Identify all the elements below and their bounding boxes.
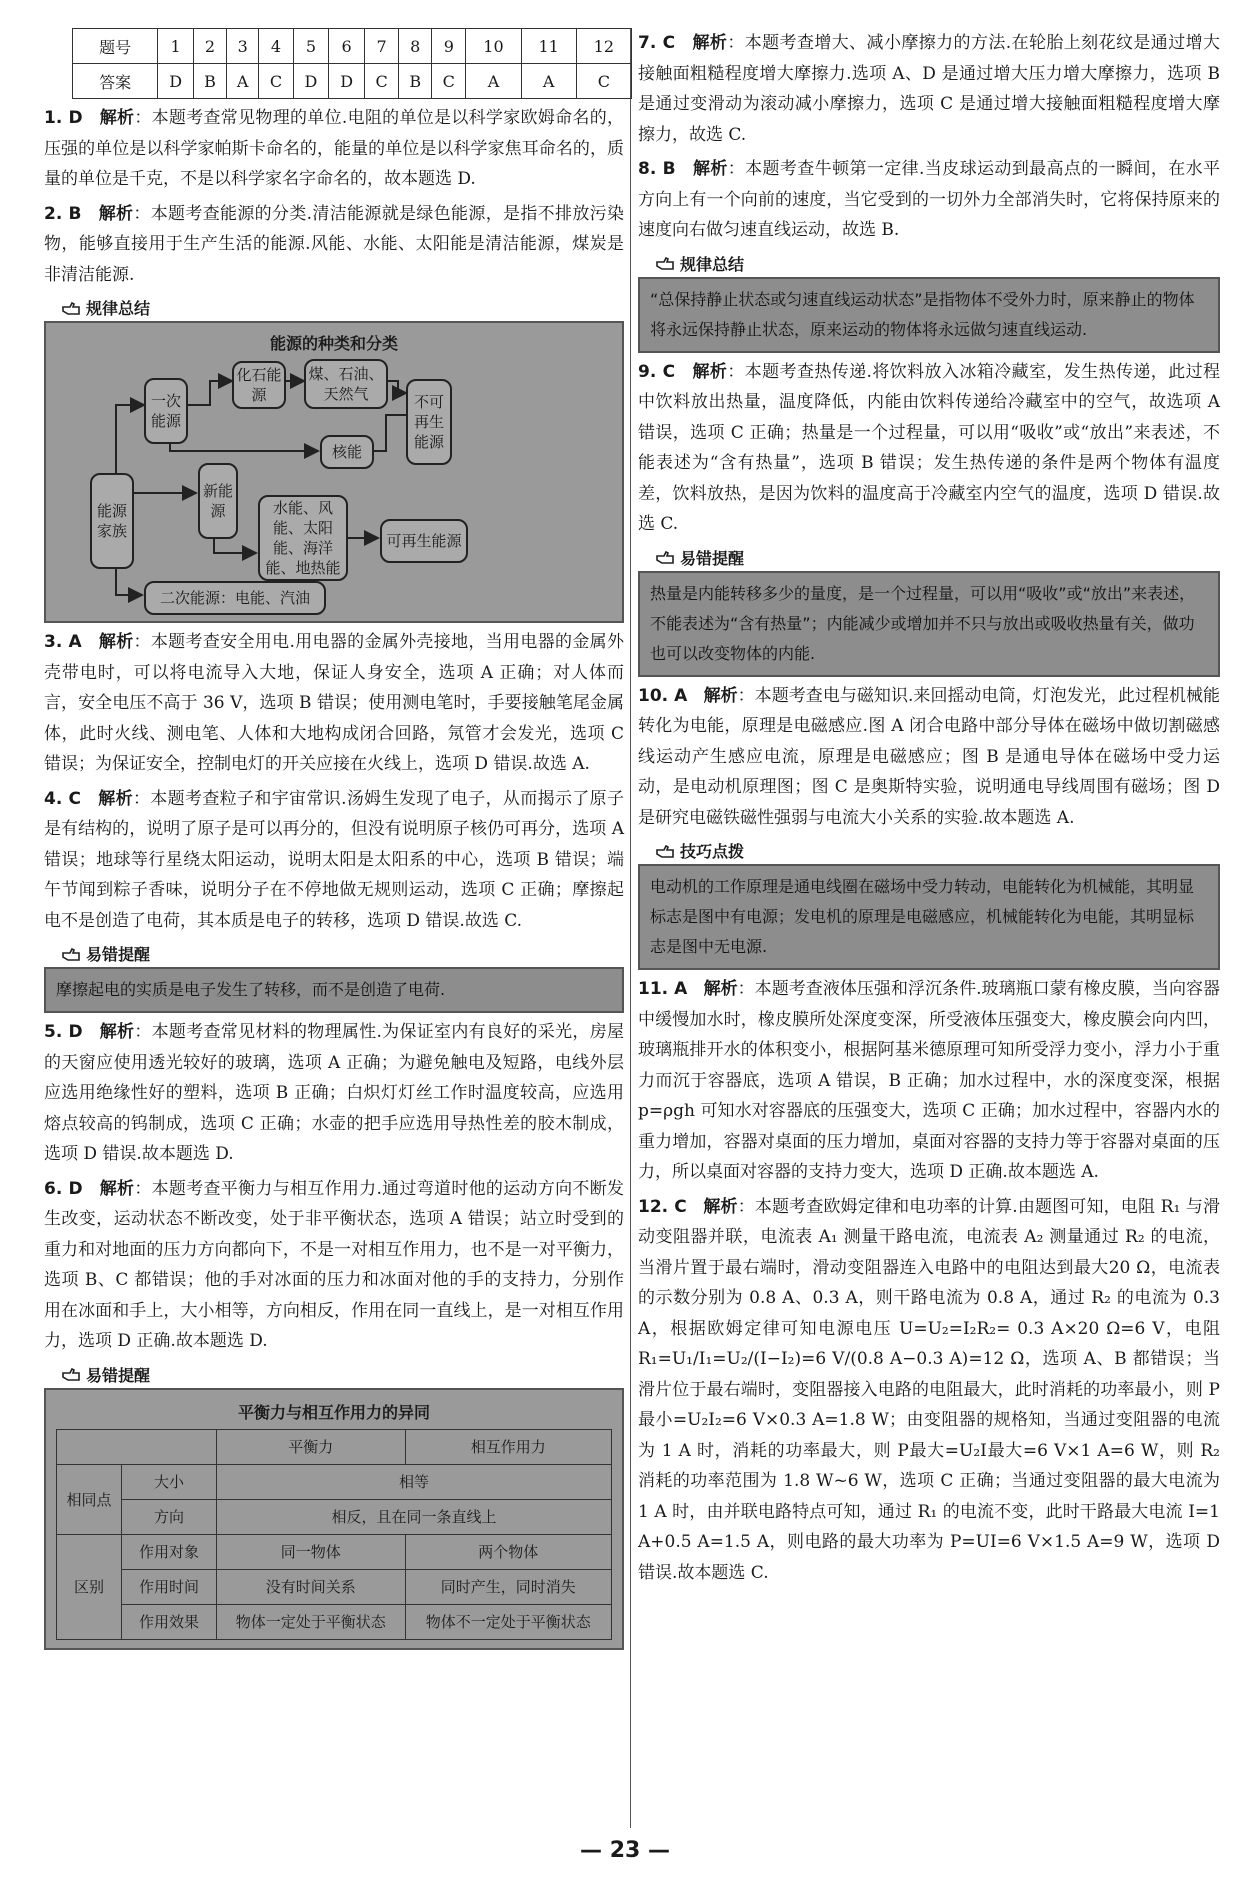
table-cell: 同一物体 bbox=[217, 1534, 406, 1569]
node-secondary: 二次能源：电能、汽油 bbox=[144, 581, 326, 615]
item-number: 1. D bbox=[44, 108, 83, 128]
solution-item bbox=[638, 357, 1220, 540]
item-number: 4. C bbox=[44, 788, 82, 809]
comparison-table bbox=[56, 1429, 612, 1640]
item-tag: 解析 bbox=[692, 159, 728, 179]
item-tag: 解析 bbox=[98, 788, 133, 809]
table-cell: 作用效果 bbox=[122, 1604, 217, 1639]
table-cell: D bbox=[293, 64, 329, 99]
table-cell bbox=[57, 1429, 217, 1464]
table-cell: 物体不一定处于平衡状态 bbox=[405, 1604, 611, 1639]
rule-summary-title bbox=[656, 252, 1220, 275]
item-text: ：本题考查热传递.将饮料放入冰箱冷藏室，发生热传递，此过程中饮料放出热量，温度降低，内能由饮料传递给冷藏室中的空气，故选项 A 错误，选项 C 正确；热量是一个过程量，可以用“吸收”或“放出”来表述，不能表述为“含有热量”，选项 B 错误；发生热传递的条件是两个物体有温度差，饮料放热，是因为饮料的温度高于冷藏室内空气的温度，选项 D 错误.故选 C. bbox=[638, 361, 1221, 534]
table-row bbox=[57, 1569, 612, 1604]
item-text: ：本题考查常见材料的物理属性.为保证室内有良好的采光，房屋的天窗应使用透光较好的玻璃，选项 A 正确；为避免触电及短路，电线外层应选用绝缘性好的塑料，选项 B 正确；白炽灯灯丝工作时温度较高，应选用熔点较高的钨制成，选项 C 正确；水壶的把手应选用导热性差的胶木制成，选项 D 错误.故本题选 D. bbox=[44, 1022, 625, 1164]
node-renewables-list: 水能、风能、太阳能、海洋能、地热能 bbox=[258, 495, 348, 581]
table-cell: D bbox=[158, 64, 194, 99]
box-title-text: 易错提醒 bbox=[86, 945, 151, 964]
error-reminder-title bbox=[62, 1363, 624, 1386]
solution-item bbox=[44, 784, 624, 937]
answer-table-label: 题号 bbox=[73, 29, 158, 64]
item-number: 11. A bbox=[638, 979, 688, 999]
pointing-hand-icon bbox=[656, 256, 674, 270]
item-text: ：本题考查欧姆定律和电功率的计算.由题图可知，电阻 R₁ 与滑动变阻器并联，电流表 A₁ 测量干路电流，电流表 A₂ 测量通过 R₂ 的电流，当滑片置于最右端时，滑动变阻器连入电路中的电阻达到最大20 Ω，电流表的示数分别为 0.8 A、0.3 A，则干路电流为 0.8 A，通过 R₂ 的电流为 0.3 A，根据欧姆定律可知电源电压 U=U₂=I₂R₂= 0.3 A×20 Ω=6 V，电阻 R₁=U₁/I₁=U₂/(I−I₂)=6 V/(0.8 A−0.3 A)=12 Ω，选项 A、B 都错误；当滑片位于最右端时，变阻器接入电路的电阻最大，此时消耗的功率最小，则 P最小=U₂I₂=6 V×0.3 A=1.8 W；由变阻器的规格知，当通过变阻器的电流为 1 A 时，消耗的功率最大，则 P最大=U₂I最大=6 V×1 A=6 W，则 R₂ 消耗的功率范围为 1.8 W~6 W，选项 C 正确；当通过变阻器的最大电流为 1 A 时，由并联电路特点可知，通过 R₁ 的电流不变，此时干路最大电流 I=1 A+0.5 A=1.5 A，则电路的最大功率为 P=UI=6 V×1.5 A=9 W，选项 D 错误.故本题选 C. bbox=[638, 1196, 1221, 1583]
rule-summary-title bbox=[62, 296, 624, 319]
table-cell: C bbox=[432, 64, 466, 99]
column-divider bbox=[630, 28, 631, 1828]
table-cell: 区别 bbox=[57, 1534, 122, 1639]
item-text: ：本题考查液体压强和浮沉条件.玻璃瓶口蒙有橡皮膜，当向容器中缓慢加水时，橡皮膜所处深度变深，所受液体压强变大，橡皮膜会向内凹，玻璃瓶排开水的体积变小，根据阿基米德原理可知所受浮力变小，浮力小于重力而沉于容器底，选项 A 错误，B 正确；加水过程中，水的深度变深，根据 p=ρgh 可知水对容器底的压强变大，选项 C 正确；加水过程中，容器内水的重力增加，容器对桌面的压力增加，桌面对容器的支持力等于容器对桌面的压力，所以桌面对容器的支持力变大，选项 D 正确.故本题选 A. bbox=[638, 979, 1221, 1182]
table-row bbox=[57, 1429, 612, 1464]
item-text: ：本题考查电与磁知识.来回摇动电筒，灯泡发光，此过程机械能转化为电能，原理是电磁感应.图 A 闭合电路中部分导体在磁场中做切割磁感线运动产生感应电流，原理是电磁感应；图 B 是通电导体在磁场中受力运动，是电动机原理图；图 C 是奥斯特实验，说明通电导线周围有磁场；图 D 是研究电磁铁磁性强弱与电流大小关系的实验.故本题选 A. bbox=[638, 685, 1221, 828]
item-number: 12. C bbox=[638, 1196, 687, 1217]
node-coal: 煤、石油、天然气 bbox=[304, 359, 388, 409]
right-column bbox=[638, 28, 1220, 1588]
table-cell: 11 bbox=[521, 29, 576, 64]
answer-table-label: 答案 bbox=[73, 64, 158, 99]
solution-item bbox=[44, 1017, 624, 1170]
node-new-energy: 新能源 bbox=[198, 463, 238, 539]
table-cell: A bbox=[466, 64, 521, 99]
item-tag: 解析 bbox=[99, 108, 135, 128]
table-cell: 6 bbox=[329, 29, 365, 64]
table-cell: 5 bbox=[293, 29, 329, 64]
solution-item bbox=[638, 28, 1220, 150]
table-cell: 3 bbox=[226, 29, 258, 64]
item-tag: 解析 bbox=[703, 685, 738, 706]
item-text: ：本题考查平衡力与相互作用力.通过弯道时他的运动方向不断发生改变，运动状态不断改变，处于非平衡状态，选项 A 错误；站立时受到的重力和对地面的压力方向都向下，不是一对相互作用力，也不是一对平衡力，选项 B、C 都错误；他的手对冰面的压力和冰面对他的手的支持力，分别作用在冰面和手上，大小相等，方向相反，作用在同一直线上，是一对相互作用力，选项 D 正确.故本题选 D. bbox=[44, 1178, 625, 1351]
table-cell: 4 bbox=[259, 29, 293, 64]
node-primary: 一次能源 bbox=[144, 378, 188, 444]
box-title-text: 技巧点拨 bbox=[680, 842, 745, 861]
table-cell: 10 bbox=[466, 29, 521, 64]
table-cell: A bbox=[226, 64, 258, 99]
box-title-text: 易错提醒 bbox=[86, 1365, 151, 1385]
item-number: 8. B bbox=[638, 159, 676, 179]
solution-item bbox=[44, 103, 624, 195]
item-tag: 解析 bbox=[692, 361, 728, 382]
table-cell: 物体一定处于平衡状态 bbox=[217, 1604, 406, 1639]
table-cell: 9 bbox=[432, 29, 466, 64]
item-tag: 解析 bbox=[692, 33, 728, 53]
solution-item bbox=[44, 627, 624, 780]
table-cell: 8 bbox=[399, 29, 432, 64]
item-tag: 解析 bbox=[703, 1196, 738, 1217]
item-number: 5. D bbox=[44, 1022, 83, 1042]
item-number: 6. D bbox=[44, 1178, 83, 1199]
error-reminder-box: 热量是内能转移多少的量度，是一个过程量，可以用“吸收”或“放出”来表述，不能表述为“含有热量”；内能减少或增加并不只与放出或吸收热量有关，做功也可以改变物体的内能. bbox=[638, 571, 1220, 677]
table-cell: 作用时间 bbox=[122, 1569, 217, 1604]
table-cell: D bbox=[329, 64, 365, 99]
tip-title bbox=[656, 839, 1220, 862]
table-row bbox=[57, 1534, 612, 1569]
node-root: 能源家族 bbox=[90, 473, 134, 569]
table-cell: 相等 bbox=[217, 1464, 612, 1499]
item-text: ：本题考查安全用电.用电器的金属外壳接地，当用电器的金属外壳带电时，可以将电流导入大地，保证人身安全，选项 A 正确；对人体而言，安全电压不高于 36 V，选项 B 错误；使用测电笔时，手要接触笔尾金属体，此时火线、测电笔、人体和大地构成闭合回路，氖管才会发光，选项 C 错误；为保证安全，控制电灯的开关应接在火线上，选项 D 错误.故选 A. bbox=[44, 632, 624, 774]
item-number: 7. C bbox=[638, 33, 676, 53]
item-tag: 解析 bbox=[98, 203, 134, 224]
table-cell: C bbox=[576, 64, 631, 99]
table-row bbox=[57, 1464, 612, 1499]
comparison-box bbox=[44, 1388, 624, 1650]
solution-item bbox=[638, 1192, 1220, 1589]
item-text: ：本题考查常见物理的单位.电阻的单位是以科学家欧姆命名的，压强的单位是以科学家帕斯卡命名的，能量的单位是以科学家焦耳命名的，质量的单位是千克，不是以科学家名字命名的，故本题选 D. bbox=[44, 108, 625, 189]
answer-table bbox=[72, 28, 632, 99]
item-text: ：本题考查牛顿第一定律.当皮球运动到最高点的一瞬间，在水平方向上有一个向前的速度，当它受到的一切外力全部消失时，它将保持原来的速度向右做匀速直线运动，故选 B. bbox=[638, 159, 1221, 240]
table-row bbox=[57, 1604, 612, 1639]
table-cell: 平衡力 bbox=[217, 1429, 406, 1464]
error-reminder-title bbox=[62, 942, 624, 965]
table-cell: 相互作用力 bbox=[405, 1429, 611, 1464]
pointing-hand-icon bbox=[656, 844, 674, 858]
pointing-hand-icon bbox=[62, 301, 80, 315]
error-reminder-box: 摩擦起电的实质是电子发生了转移，而不是创造了电荷. bbox=[44, 967, 624, 1013]
item-tag: 解析 bbox=[99, 1178, 135, 1199]
table-cell: C bbox=[259, 64, 293, 99]
comparison-title: 平衡力与相互作用力的异同 bbox=[237, 1402, 430, 1422]
pointing-hand-icon bbox=[62, 947, 80, 961]
node-nuclear: 核能 bbox=[320, 435, 374, 469]
table-cell: 作用对象 bbox=[122, 1534, 217, 1569]
box-title-text: 易错提醒 bbox=[680, 548, 745, 568]
table-cell: C bbox=[365, 64, 399, 99]
diagram-title: 能源的种类和分类 bbox=[269, 334, 398, 353]
table-cell: 相反，且在同一条直线上 bbox=[217, 1499, 612, 1534]
tip-box: 电动机的工作原理是通电线圈在磁场中受力转动，电能转化为机械能，其明显标志是图中有电源；发电机的原理是电磁感应，机械能转化为电能，其明显标志是图中无电源. bbox=[638, 864, 1220, 970]
item-number: 10. A bbox=[638, 685, 688, 706]
solution-item bbox=[638, 681, 1220, 834]
node-nonrenewable: 不可再生能源 bbox=[406, 379, 452, 465]
item-text: ：本题考查增大、减小摩擦力的方法.在轮胎上刻花纹是通过增大接触面粗糙程度增大摩擦力.选项 A、D 是通过增大压力增大摩擦力，选项 B 是通过变滑动为滚动减小摩擦力，选项 C 是通过增大接触面粗糙程度增大摩擦力，故选 C. bbox=[638, 33, 1221, 145]
item-tag: 解析 bbox=[703, 979, 738, 999]
item-number: 9. C bbox=[638, 361, 676, 382]
table-cell: 12 bbox=[576, 29, 631, 64]
table-cell: 2 bbox=[193, 29, 226, 64]
left-column bbox=[44, 28, 624, 1650]
solution-item bbox=[44, 1174, 624, 1357]
answer-table-row-answers bbox=[73, 64, 632, 99]
rule-summary-box: “总保持静止状态或匀速直线运动状态”是指物体不受外力时，原来静止的物体将永远保持静止状态，原来运动的物体将永远做匀速直线运动. bbox=[638, 277, 1220, 353]
table-cell: 同时产生，同时消失 bbox=[405, 1569, 611, 1604]
item-text: ：本题考查能源的分类.清洁能源就是绿色能源，是指不排放污染物，能够直接用于生产生活的能源.风能、水能、太阳能是清洁能源，煤炭是非清洁能源. bbox=[44, 203, 625, 285]
table-cell: 相同点 bbox=[57, 1464, 122, 1534]
pointing-hand-icon bbox=[62, 1367, 80, 1381]
table-cell: 方向 bbox=[122, 1499, 217, 1534]
energy-classification-diagram bbox=[44, 321, 624, 623]
solution-item bbox=[638, 154, 1220, 246]
table-cell: 1 bbox=[158, 29, 194, 64]
table-cell: B bbox=[193, 64, 226, 99]
table-row bbox=[57, 1499, 612, 1534]
answer-table-row-numbers bbox=[73, 29, 632, 64]
table-cell: 没有时间关系 bbox=[217, 1569, 406, 1604]
table-cell: 大小 bbox=[122, 1464, 217, 1499]
solution-item bbox=[638, 974, 1220, 1188]
table-cell: A bbox=[521, 64, 576, 99]
node-renewable: 可再生能源 bbox=[380, 519, 468, 563]
node-fossil: 化石能源 bbox=[232, 361, 286, 409]
page-number: — 23 — bbox=[580, 1838, 670, 1863]
solution-item bbox=[44, 199, 624, 291]
box-title-text: 规律总结 bbox=[680, 254, 745, 274]
item-text: ：本题考查粒子和宇宙常识.汤姆生发现了电子，从而揭示了原子是有结构的，说明了原子是可以再分的，但没有说明原子核仍可再分，选项 A 错误；地球等行星绕太阳运动，说明太阳是太阳系的中心，选项 B 错误；端午节闻到粽子香味，说明分子在不停地做无规则运动，选项 C 正确；摩擦起电不是创造了电荷，其本质是电子的转移，选项 D 错误.故选 C. bbox=[44, 788, 624, 931]
pointing-hand-icon bbox=[656, 550, 674, 564]
table-cell: 7 bbox=[365, 29, 399, 64]
table-cell: B bbox=[399, 64, 432, 99]
item-number: 2. B bbox=[44, 203, 82, 224]
item-number: 3. A bbox=[44, 632, 82, 652]
table-cell: 两个物体 bbox=[405, 1534, 611, 1569]
item-tag: 解析 bbox=[98, 632, 134, 652]
error-reminder-title bbox=[656, 546, 1220, 569]
item-tag: 解析 bbox=[99, 1022, 135, 1042]
box-title-text: 规律总结 bbox=[86, 299, 151, 318]
